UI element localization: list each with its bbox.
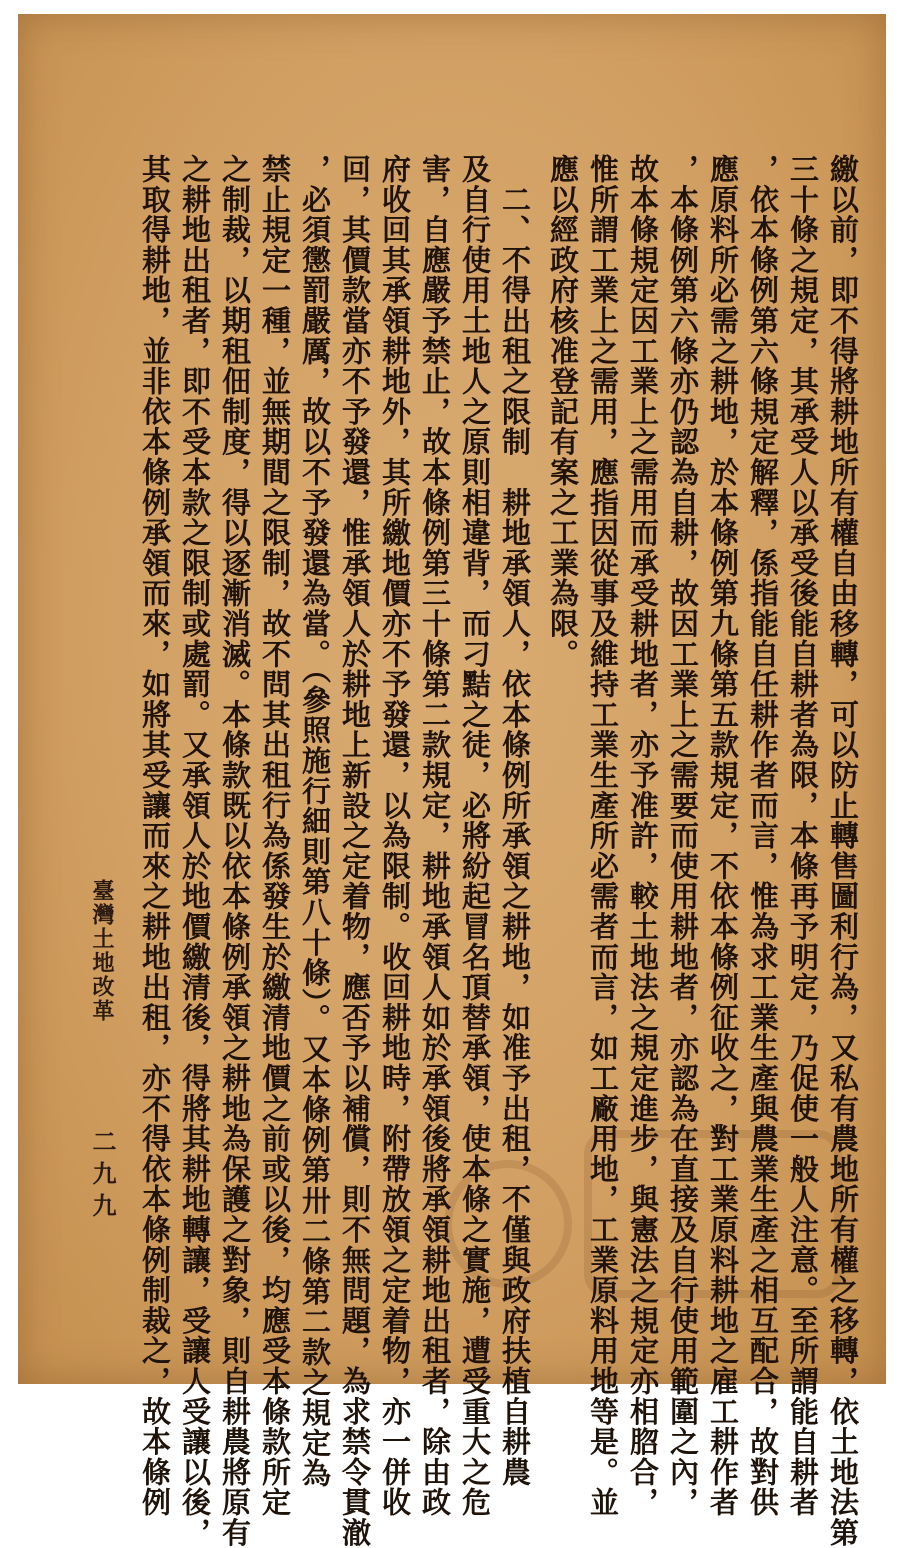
text-column: 應原料所必需之耕地，於本條例第九條第五款規定，不依本條例征收之，對工業原料耕地之雇工耕作者	[706, 154, 740, 1518]
text-column: 應以經政府核准登記有案之工業為限。	[546, 154, 580, 670]
text-column: 惟所謂工業上之需用，應指因從事及維持工業生產所必需者而言，如工廠用地，工業原料用地等是。並	[586, 154, 620, 1518]
text-column: 三十條之規定，其承受人以承受後能自耕者為限，本條再予明定，乃促使一般人注意。至所謂能自耕者	[786, 154, 820, 1518]
text-column: 其取得耕地，並非依本條例承領而來，如將其受讓而來之耕地出租，亦不得依本條例制裁之，故本條例	[138, 154, 172, 1518]
text-column: ，依本條例第六條規定解釋，係指能自任耕作者而言，惟為求工業生產與農業生產之相互配合，故對供	[746, 154, 780, 1518]
text-column: 之制裁，以期租佃制度，得以逐漸消滅。本條款既以依本條例承領之耕地為保護之對象，則自耕農將原有	[218, 154, 252, 1548]
text-column: 繳以前，即不得將耕地所有權自由移轉，可以防止轉售圖利行為，又私有農地所有權之移轉，依土地法第	[826, 154, 860, 1548]
text-column: 之耕地出租者，即不受本款之限制或處罰。又承領人於地價繳清後，得將其耕地轉讓，受讓人受讓以後，	[178, 154, 212, 1548]
text-column: ，本條例第六條亦仍認為自耕，故因工業上之需要而使用耕地者，亦認為在直接及自行使用範圍之內，	[666, 154, 700, 1518]
text-column: 禁止規定一種，並無期間之限制，故不問其出租行為係發生於繳清地價之前或以後，均應受本條款所定	[258, 154, 292, 1518]
running-footer-title: 臺灣土地改革	[89, 879, 115, 1023]
page-number: 二九九	[88, 1129, 117, 1225]
book-page	[18, 14, 886, 1548]
text-column: 回，其價款當亦不予發還，惟承領人於耕地上新設之定着物，應否予以補償，則不無問題，為求禁令貫澈	[338, 154, 372, 1548]
text-column: 故本條規定因工業上之需用而承受耕地者，亦予准許，較土地法之規定進步，與憲法之規定亦相脗合，	[626, 154, 660, 1518]
text-column: 害，自應嚴予禁止，故本條例第三十條第二款規定，耕地承領人如於承領後將承領耕地出租者，除由政	[418, 154, 452, 1518]
text-column: ，必須懲罰嚴厲，故以不予發還為當。（參照施行細則第八十條）。又本條例第卅二條第二款之規定為	[298, 154, 332, 1489]
text-column: 二、不得出租之限制 耕地承領人，依本條例所承領之耕地，如准予出租，不僅與政府扶植自耕農	[498, 154, 532, 1488]
text-column: 及自行使用土地人之原則相違背，而刁黠之徒，必將紛起冒名頂替承領，使本條之實施，遭受重大之危	[458, 154, 492, 1518]
text-column: 府收回其承領耕地外，其所繳地價亦不予發還，以為限制。收回耕地時，附帶放領之定着物，亦一併收	[378, 154, 412, 1518]
